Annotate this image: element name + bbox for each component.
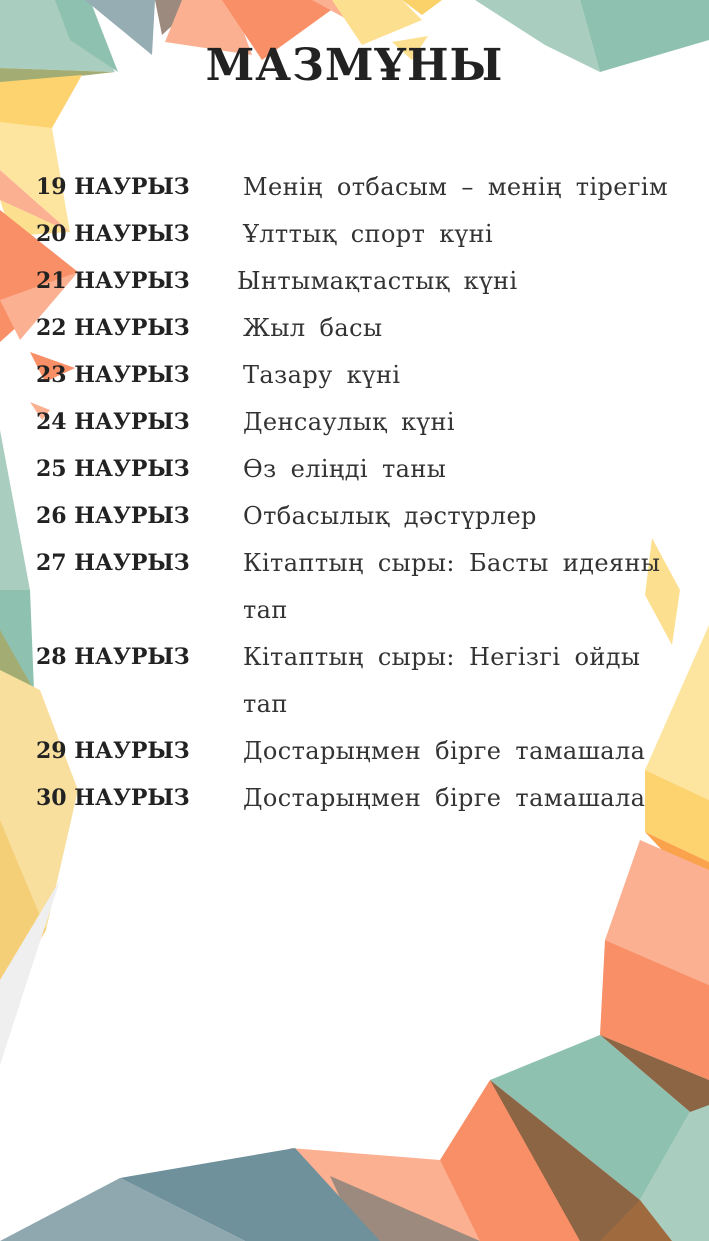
toc-topic: Достарыңмен бірге тамашала (243, 737, 646, 765)
toc-date: 25 НАУРЫЗ (36, 456, 190, 482)
toc-topic: Отбасылық дәстүрлер (243, 502, 537, 530)
toc-entry (36, 164, 676, 211)
toc-topic: Менің отбасым – менің тірегім (243, 173, 669, 201)
toc-date: 23 НАУРЫЗ (36, 362, 190, 388)
toc-date: 24 НАУРЫЗ (36, 409, 190, 435)
toc-entry (36, 775, 676, 822)
toc-entry (36, 493, 676, 540)
toc-date: 22 НАУРЫЗ (36, 315, 190, 341)
toc-date: 21 НАУРЫЗ (36, 268, 190, 294)
toc-date: 28 НАУРЫЗ (36, 644, 190, 670)
toc-topic: Өз еліңді таны (243, 455, 447, 483)
bg-shard (0, 430, 30, 600)
toc-topic: Ұлттық спорт күні (243, 220, 494, 248)
toc-entry (36, 446, 676, 493)
toc-topic: Кітаптың сыры: Негізгі ойды тап (243, 643, 641, 718)
toc-entry (36, 634, 676, 728)
toc-topic: Тазару күні (243, 361, 401, 389)
toc-entry (36, 399, 676, 446)
toc-topic: Жыл басы (243, 314, 383, 342)
table-of-contents (36, 164, 676, 822)
toc-entry (36, 352, 676, 399)
toc-entry (36, 211, 676, 258)
toc-entry (36, 258, 676, 305)
toc-topic: Ынтымақтастық күні (237, 267, 518, 295)
bg-shard (332, 0, 422, 45)
toc-entry (36, 305, 676, 352)
toc-topic: Достарыңмен бірге тамашала (243, 784, 646, 812)
toc-date: 27 НАУРЫЗ (36, 550, 190, 576)
toc-topic: Кітаптың сыры: Басты идеяны тап (243, 549, 661, 624)
toc-entry (36, 728, 676, 775)
toc-date: 19 НАУРЫЗ (36, 174, 190, 200)
toc-date: 20 НАУРЫЗ (36, 221, 190, 247)
toc-date: 26 НАУРЫЗ (36, 503, 190, 529)
toc-date: 29 НАУРЫЗ (36, 738, 190, 764)
toc-topic: Денсаулық күні (243, 408, 455, 436)
toc-entry (36, 540, 676, 634)
page-title: МАЗМҰНЫ (205, 40, 504, 91)
toc-date: 30 НАУРЫЗ (36, 785, 190, 811)
